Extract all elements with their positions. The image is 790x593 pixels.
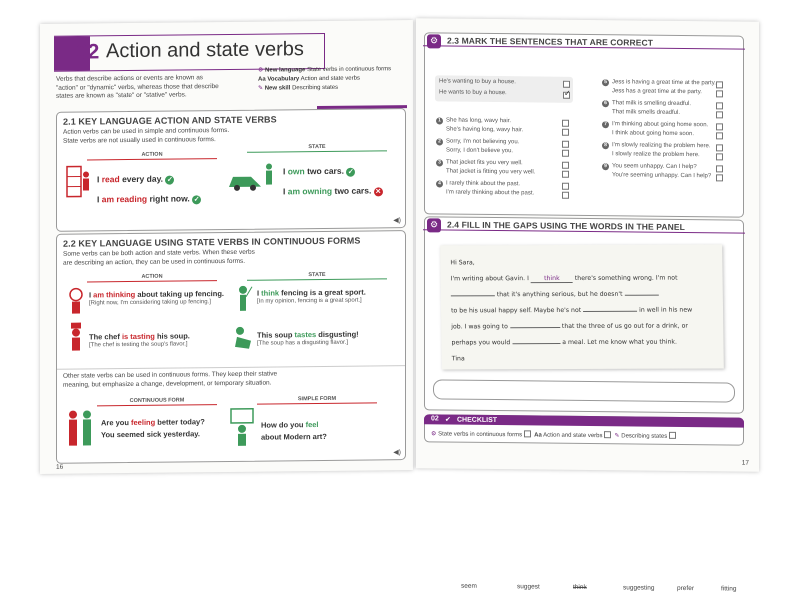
section-2-1: 2.1 KEY LANGUAGE ACTION AND STATE VERBS Action verbs can be used in simple and continuous forms. State verbs are not usually used in continuous forms. ACTION STATE I read every day. ✓ I am reading right now. ✓ I own two cars. ✓ I am owning two cars. ✕ ◀) (56, 108, 406, 232)
answer-checkbox[interactable] (562, 141, 569, 148)
state-column-head: STATE (247, 143, 387, 152)
answer-checkbox[interactable] (716, 123, 723, 130)
audio-icon[interactable]: ◀) (393, 216, 401, 224)
section-2-3-title: 2.3 MARK THE SENTENCES THAT ARE CORRECT (447, 36, 653, 48)
gap-4[interactable] (510, 327, 560, 328)
gap-2[interactable] (624, 295, 658, 296)
checklist-checkbox-2[interactable] (604, 431, 611, 438)
sick-person-illustration (233, 325, 255, 351)
question-number: 4 (436, 180, 443, 187)
sentence-option-b: That milk smells dreadful. (612, 108, 680, 118)
right-page (416, 18, 759, 472)
gap-5[interactable] (512, 343, 560, 344)
answer-checkbox[interactable] (716, 132, 723, 139)
correct-check-icon: ✓ (346, 168, 355, 177)
question-number: 7 (602, 121, 609, 128)
new-skill-icon: ✎ (258, 86, 265, 92)
state-example-2: I am owning two cars. ✕ (283, 185, 383, 197)
word-chip[interactable]: fitting (721, 585, 737, 592)
bookshelf-illustration (65, 164, 91, 198)
answer-checkbox[interactable] (562, 183, 569, 190)
sentence-option-b: Jess has a great time at the party. (612, 87, 702, 97)
correct-check-icon: ✓ (165, 176, 174, 185)
checklist-items: ⚙ State verbs in continuous forms Aa Action and state verbs ✎ Describing states (431, 428, 676, 440)
action-column-head: ACTION (87, 273, 217, 282)
intro-text: Verbs that describe actions or events are known as "action" or "dynamic" verbs, whereas those that describe states are known as "state" or "stative" verbs. (56, 74, 246, 101)
continuous-form-head: CONTINUOUS FORM (97, 397, 217, 406)
checklist-title: CHECKLIST (457, 417, 497, 424)
gear-glyph: ⚙ (430, 35, 438, 46)
new-language-icon: ⚙ (258, 68, 265, 74)
divider (57, 365, 405, 370)
word-chip[interactable]: suggest (517, 583, 540, 590)
letter-signoff: Tina (452, 355, 465, 362)
action-example-2: I am reading right now. ✓ (97, 193, 201, 205)
question-number: 1 (436, 117, 443, 124)
example-b: He wants to buy a house. (439, 88, 507, 98)
sentence-option-a: Sorry, I'm not believing you. (446, 138, 519, 148)
action-column-head: ACTION (87, 151, 217, 160)
page-number-left: 16 (56, 464, 63, 473)
sentence-option-b: I slowly realize the problem here. (612, 150, 700, 160)
question-number: 9 (602, 163, 609, 170)
example-checkbox-a[interactable] (563, 81, 570, 88)
vocabulary-icon: Aa (534, 432, 542, 438)
action-example-thinking: I am thinking about taking up fencing. [Right now, I'm considering taking up fencing.] (89, 289, 249, 309)
sentence-option-b: I'm rarely thinking about the past. (446, 189, 534, 199)
answer-checkbox[interactable] (562, 192, 569, 199)
chef-illustration (65, 322, 87, 352)
word-chip[interactable]: think (573, 584, 587, 591)
checklist-checkbox-1[interactable] (524, 430, 531, 437)
state-example-tastes: This soup tastes disgusting! [The soup has a disgusting flavor.] (257, 329, 402, 349)
answer-checkbox[interactable] (716, 81, 723, 88)
audio-icon[interactable]: ◀) (393, 448, 401, 456)
checklist (424, 414, 744, 445)
two-people-illustration (65, 408, 95, 448)
section-2-2-title: 2.2 KEY LANGUAGE USING STATE VERBS IN CONTINUOUS FORMS (63, 236, 360, 249)
answer-checkbox[interactable] (716, 153, 723, 160)
gap-3[interactable] (583, 311, 637, 312)
checklist-check-icon: ✔ (445, 416, 451, 424)
letter-line-5: perhaps you would a meal. Let me know what you think. (451, 339, 677, 347)
letter-line-4: job. I was going to that the three of us go out for a drink, or (451, 323, 688, 331)
section-2-1-accent (317, 105, 407, 109)
sentence-option-b: You're seeming unhappy. Can I help? (612, 171, 711, 181)
sentence-option-b: That jacket is fitting you very well. (446, 168, 535, 178)
letter-note (440, 244, 724, 369)
answer-checkbox[interactable] (562, 150, 569, 157)
continuous-example: Are you feeling better today? You seemed sick yesterday. (101, 417, 251, 440)
sentence-option-a: She has long, wavy hair. (446, 117, 511, 127)
sentence-option-a: You seem unhappy. Can I help? (612, 162, 697, 172)
gap-1[interactable] (451, 295, 495, 296)
answer-checkbox[interactable] (716, 165, 723, 172)
answer-checkbox[interactable] (562, 162, 569, 169)
state-example-think: I think fencing is a great sport. [In my opinion, fencing is a great sport.] (257, 287, 402, 307)
sentence-option-a: That jacket fits you very well. (446, 159, 523, 169)
answer-checkbox[interactable] (716, 102, 723, 109)
correct-check-icon: ✓ (192, 195, 201, 204)
sentence-option-a: I'm slowly realizing the problem here. (612, 141, 711, 151)
answer-checkbox[interactable] (562, 171, 569, 178)
state-column-head: STATE (247, 271, 387, 280)
word-chip[interactable]: prefer (677, 585, 694, 592)
checklist-checkbox-3[interactable] (669, 432, 676, 439)
section-2-3-items (416, 18, 759, 22)
fencer-illustration (233, 285, 253, 313)
action-example-tasting: The chef is tasting his soup. [The chef is testing the soup's flavor.] (89, 331, 249, 351)
letter-greeting: Hi Sara, (450, 259, 474, 266)
thinking-person-illustration (65, 286, 87, 314)
art-viewer-illustration (229, 407, 255, 447)
answer-checkbox[interactable] (562, 120, 569, 127)
letter-line-1: I'm writing about Gavin. I think there's something wrong. I'm not (451, 275, 678, 284)
page-number-right: 17 (742, 460, 749, 469)
meta-info: ⚙ New language State verbs in continuous forms Aa Vocabulary Action and state verbs ✎ New skill Describing states (258, 65, 418, 94)
left-page (40, 20, 413, 474)
gap-0[interactable]: think (531, 275, 573, 283)
sentence-option-b: I think about going home soon. (612, 129, 694, 139)
sentence-option-a: Jess is having a great time at the party. (612, 78, 716, 88)
question-number: 5 (602, 79, 609, 86)
simple-form-head: SIMPLE FORM (257, 395, 377, 404)
letter-line-2: that it's anything serious, but he doesn't (451, 291, 659, 299)
question-number: 8 (602, 142, 609, 149)
new-language-icon: ⚙ (431, 431, 436, 437)
unit-number: 02 (76, 40, 99, 64)
simple-example: How do you feel about Modern art? (261, 419, 391, 441)
section-2-1-title: 2.1 KEY LANGUAGE ACTION AND STATE VERBS (63, 114, 277, 126)
example-a: He's wanting to buy a house. (439, 77, 516, 87)
question-number: 2 (436, 138, 443, 145)
sentence-option-b: Sorry, I don't believe you. (446, 147, 513, 157)
section-2-2: 2.2 KEY LANGUAGE USING STATE VERBS IN CONTINUOUS FORMS Some verbs can be both action and state verbs. When these verbs are describing an action, they can be used in continuous forms. ACTION STATE I am thinking about taking up fencing. [Right now, I'm considering taking up fencing.] I think fencing is a great sport. [In my opinion, fencing is a great sport.] The chef is tasting his soup. [The chef is testing the soup's flavor.] This soup tastes disgusting! [The soup has a disgusting flavor.] Other state verbs can be used in continuous forms. They keep their stative meaning, but emphasize a change, development, or temporary situation. CONTINUOUS FORM SIMPLE FORM Are you feeling better today? You seemed sick yesterday. How do you feel about Modern art? ◀) (56, 230, 406, 464)
state-example-1: I own two cars. ✓ (283, 166, 355, 178)
section-2-4-title: 2.4 FILL IN THE GAPS USING THE WORDS IN THE PANEL (447, 220, 685, 232)
action-example-1: I read every day. ✓ (97, 174, 174, 186)
sentence-option-b: She's having long, wavy hair. (446, 126, 523, 136)
cars-illustration (227, 160, 277, 195)
example-checkbox-b[interactable] (563, 92, 570, 99)
question-number: 3 (436, 159, 443, 166)
vocabulary-icon: Aa (258, 77, 267, 83)
word-chip[interactable]: suggesting (623, 584, 654, 591)
new-skill-icon: ✎ (615, 433, 620, 439)
checkmark-icon: ✓ (564, 89, 571, 98)
section-2-4 (424, 216, 744, 413)
checklist-unit: 02 (431, 415, 439, 422)
answer-checkbox[interactable] (716, 174, 723, 181)
sentence-option-a: I rarely think about the past. (446, 180, 520, 190)
word-chip[interactable]: seem (461, 583, 477, 590)
answer-checkbox[interactable] (716, 90, 723, 97)
incorrect-cross-icon: ✕ (374, 187, 383, 196)
question-number: 6 (602, 100, 609, 107)
sentence-option-a: I'm thinking about going home soon. (612, 120, 708, 130)
sentence-option-a: That milk is smelling dreadful. (612, 99, 691, 109)
answer-checkbox[interactable] (716, 144, 723, 151)
unit-title: Action and state verbs (106, 38, 304, 63)
answer-checkbox[interactable] (716, 111, 723, 118)
letter-line-3: to be his usual happy self. Maybe he's not in well in his new (451, 307, 692, 315)
gear-glyph: ⚙ (430, 219, 438, 230)
word-panel (433, 379, 735, 402)
answer-checkbox[interactable] (562, 129, 569, 136)
